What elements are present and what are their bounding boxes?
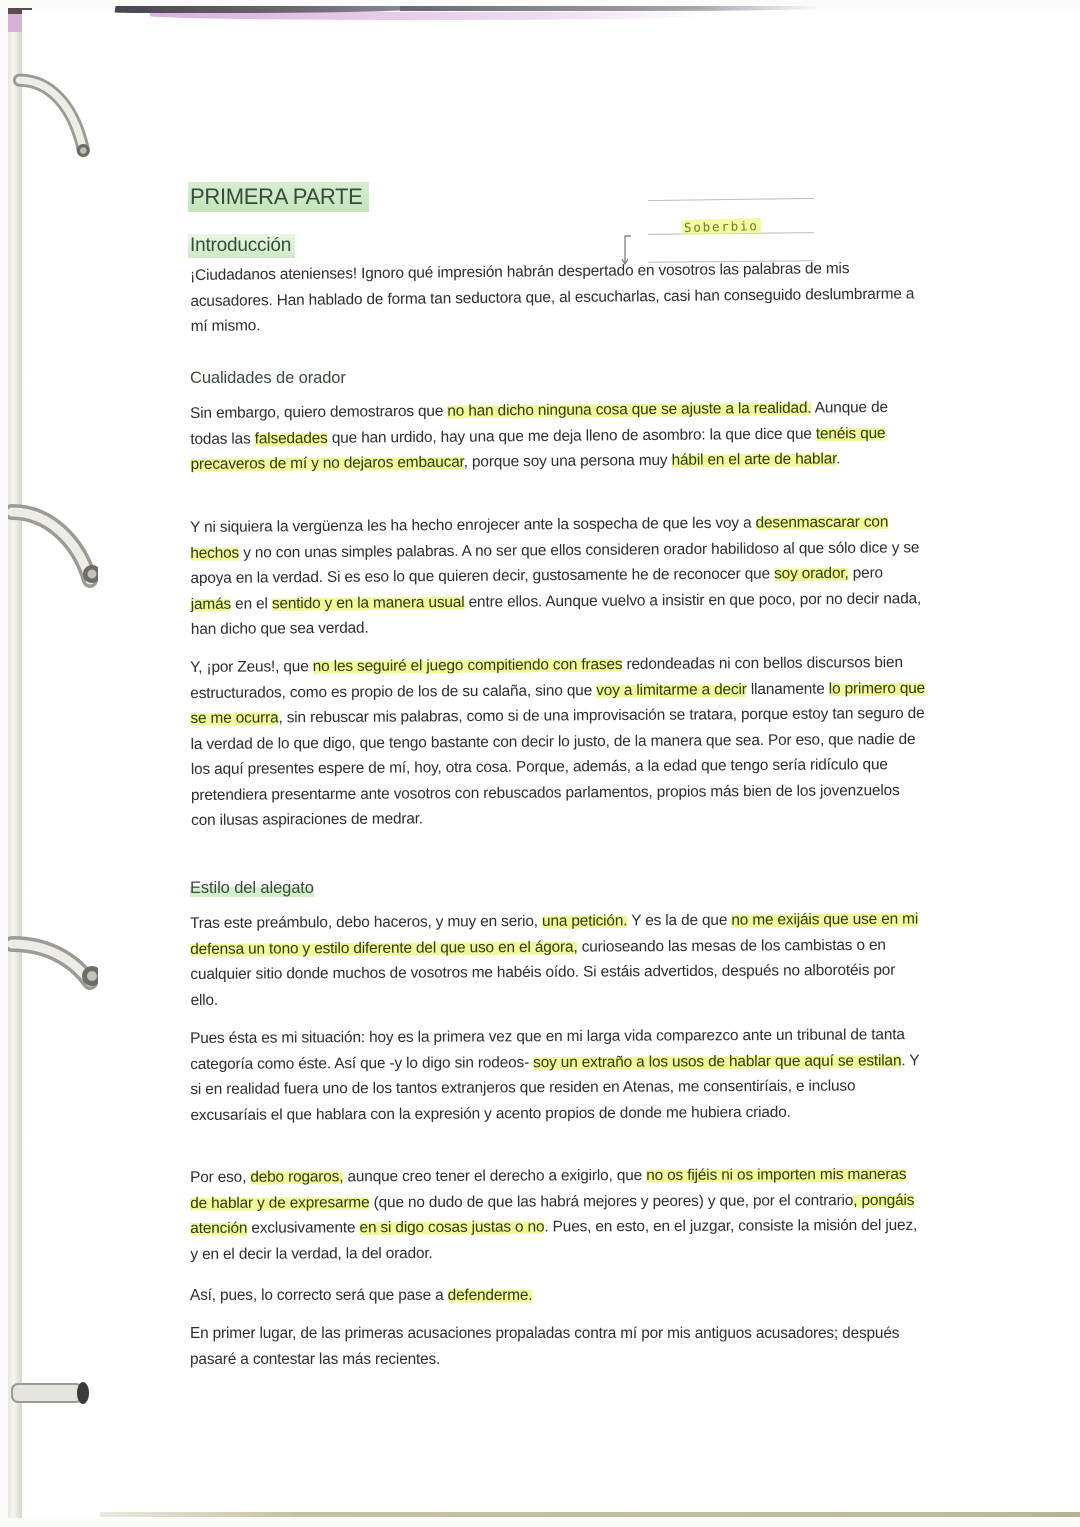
highlighted-text: , pongáis atención [190,1191,915,1237]
body-text: entre ellos. Aunque vuelvo a insistir en que poco, por no decir nada, han dicho que sea verdad. [190,589,922,638]
body-text: , porque soy una persona muy [463,451,672,471]
paragraph-text [190,1022,926,1128]
body-text: Tras este preámbulo, debo haceros, y muy en serio, [190,912,543,932]
body-text: pero [848,564,883,582]
highlighted-text: voy a limitarme a decir [596,680,747,699]
paragraph [190,1162,925,1267]
paragraph [190,650,926,834]
paragraph [190,907,926,1013]
highlighted-text: no os fijéis ni os importen mis maneras de hablar y de expresarme [190,1165,907,1212]
highlighted-text: jamás [190,595,232,613]
paragraph [190,395,926,478]
body-text: exclusivamente [247,1219,360,1237]
body-text: y no con unas simples palabras. A no ser que ellos consideren orador habilidoso al que sólo dice y se apoya en la verdad. Si es eso lo que quieren decir, gustosamente he de reconocer que [190,538,920,587]
body-text: . [836,450,841,468]
page-bottom-edge [100,1512,1080,1517]
body-text: Y, ¡por Zeus!, que [190,658,313,676]
body-text: , sin rebuscar mis palabras, como si de una improvisación se tratara, porque estoy tan seguro de la verdad de lo que digo, que tengo bastante con decir lo justo, de la manera que sea. Por eso, que nadie de los aquí presentes espere de mí, hoy, otra cosa. Porque, además, a la edad que tengo sería ridículo que pretendiera presentarme ante vosotros con rebuscados parlamentos, propios más bien de los jovenzuelos con ilusas aspiraciones de medrar. [190,704,925,829]
body-text: Y ni siquiera la vergüenza les ha hecho enrojecer ante la sospecha de que les voy a [190,514,756,536]
subsection-title-text: Cualidades de orador [190,369,346,387]
body-text: Por eso, [190,1168,251,1186]
highlighted-text: no me exijáis que use en mi defensa un tono y estilo diferente del que uso en el ágora, [190,910,919,958]
body-text: redondeadas ni con bellos discursos bien estructurados, como es propio de los de su calaña, sino que [190,654,903,702]
section-title: Introducción [188,234,295,258]
body-text: Aunque de todas las [190,398,888,448]
paragraph-text [190,650,926,834]
part-title: PRIMERA PARTE [188,182,369,212]
body-text: (que no dudo de que las habrá mejores y peores) y que, por el contrario [369,1191,854,1211]
body-text: Sin embargo, quiero demostraros que [190,402,448,422]
paragraph [190,509,926,642]
paragraph [190,1022,926,1128]
divider-sheet-edge [150,12,710,20]
body-text: curioseando las mesas de los cambistas o en cualquier sitio donde muchos de vosotros me habéis oído. Si estáis advertidos, después no alborotéis por ello. [190,936,896,1009]
highlighted-text: debo rogaros, [250,1168,344,1186]
body-text: . Y si en realidad fuera uno de los tantos extranjeros que residen en Atenas, me consentiríais, e incluso excusaríais el que hablara con la expresión y acento propios de donde me hubiera criado. [190,1051,920,1124]
paragraph-text: ¡Ciudadanos atenienses! Ignoro qué impresión habrán despertado en vosotros las palabras de mis acusadores. Han hablado de forma tan seductora que, al escucharlas, casi han conseguido deslumbrarme a mí mismo. [190,260,915,335]
subsection-title [190,369,346,388]
binder-ring-icon [8,920,98,1010]
body-text: En primer lugar, de las primeras acusaciones propaladas contra mí por mis antiguos acusadores; después pasaré a contestar las más recientes. [190,1325,900,1368]
paragraph-text [190,509,926,642]
handwritten-note: Soberbio [683,218,759,235]
highlighted-text: sentido y en la manera usual [271,593,465,612]
highlighted-text: no les seguiré el juego compitiendo con frases [312,655,623,676]
highlighted-text: soy orador, [774,564,849,583]
highlighted-text: en si digo cosas justas o no [359,1218,545,1237]
subsection-title-text: Estilo del alegato [190,879,314,897]
body-text: Pues ésta es mi situación: hoy es la primera vez que en mi larga vida comparezco ante un tribunal de tanta categoría como éste. Así que -y lo digo sin rodeos- [190,1026,905,1073]
highlighted-text: una petición. [541,912,628,930]
highlighted-text: hábil en el arte de hablar [671,450,837,469]
paragraph-text [190,1162,925,1267]
highlighted-text: lo primero que se me ocurra [190,679,926,727]
highlighted-text: tenéis que precaveros de mí y no dejaros embaucar [190,424,886,473]
binder-ring-icon [8,1350,98,1440]
body-text: llanamente [746,680,829,698]
highlighted-text: desenmascarar con hechos [190,513,889,562]
body-text: que han urdido, hay una que me deja lleno de asombro: la que dice que [327,425,816,447]
binder-cover-edge-fade [400,6,820,11]
paragraph [190,1321,925,1372]
binder-ring-icon [8,500,98,590]
binder-ring-icon [8,72,98,162]
paragraph-text [190,395,926,478]
highlighted-text: defenderme. [447,1287,533,1304]
intro-paragraph [190,255,926,339]
paragraph-text [190,1321,925,1372]
highlighted-text: no han dicho ninguna cosa que se ajuste a la realidad. [447,399,812,420]
paragraph-text [190,1283,925,1309]
body-text: Así, pues, lo correcto será que pase a [190,1287,448,1304]
body-text: en el [230,594,272,613]
body-text: . Pues, en esto, en el juzgar, consiste la misión del juez, y en el decir la verdad, la del orador. [190,1216,918,1263]
subsection-title [190,879,314,898]
paragraph [190,1283,925,1309]
body-text: aunque creo tener el derecho a exigirlo, que [343,1167,647,1186]
highlighted-text: falsedades [254,429,328,447]
paragraph-text [190,907,926,1013]
binder-spine [8,8,22,1518]
highlighted-text: soy un extraño a los usos de hablar que aquí se estilan [533,1051,902,1071]
body-text: Y es la de que [627,911,732,930]
